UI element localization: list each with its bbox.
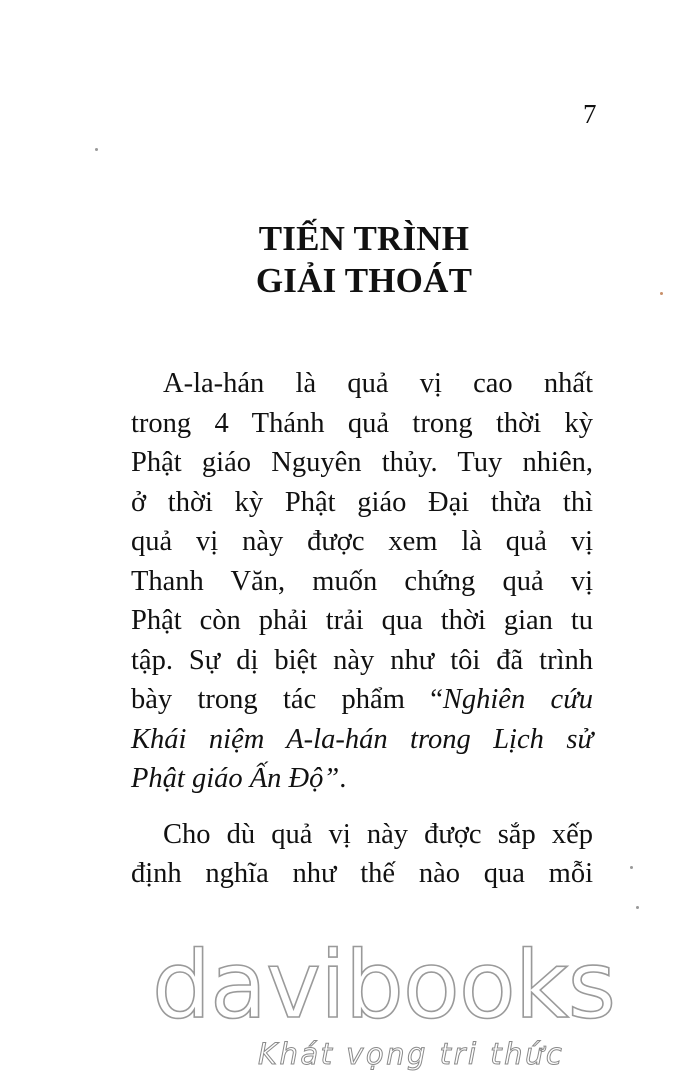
text-line: quả vị này được xem là quả vị bbox=[131, 526, 593, 557]
text-line: định nghĩa như thế nào qua mỗi bbox=[131, 858, 593, 889]
text-line: A-la-hán là quả vị cao nhất bbox=[163, 368, 593, 399]
watermark-brand: davibooks bbox=[152, 931, 616, 1039]
text-line: Thanh Văn, muốn chứng quả vị bbox=[131, 565, 593, 597]
scan-speck bbox=[630, 866, 633, 869]
text-line bbox=[131, 720, 593, 760]
paragraph-2 bbox=[131, 815, 593, 894]
text-line bbox=[131, 680, 593, 720]
book-title-fragment: Phật giáo Ấn Độ” bbox=[131, 763, 340, 794]
text-line: Cho dù quả vị này được sắp xếp bbox=[163, 818, 593, 850]
scan-speck bbox=[636, 906, 639, 909]
book-title-fragment: Nghiên cứu bbox=[442, 684, 593, 715]
text-line: Phật còn phải trải qua thời gian tu bbox=[131, 605, 593, 636]
text-line: trong 4 Thánh quả trong thời kỳ bbox=[131, 407, 593, 439]
watermark-slogan: Khát vọng tri thức bbox=[258, 1037, 565, 1071]
book-title-fragment: Khái niệm A-la-hán trong Lịch sử bbox=[131, 723, 593, 755]
text-line bbox=[131, 759, 593, 799]
scan-speck bbox=[660, 292, 663, 295]
text-line: ở thời kỳ Phật giáo Đại thừa thì bbox=[131, 486, 593, 518]
paragraph-1 bbox=[131, 364, 593, 799]
chapter-title bbox=[0, 218, 700, 302]
chapter-title-line-2: GIẢI THOÁT bbox=[255, 261, 473, 300]
scan-speck bbox=[95, 148, 98, 151]
chapter-title-line-1: TIẾN TRÌNH bbox=[258, 219, 470, 258]
page-number: 7 bbox=[583, 99, 597, 129]
text-line: Phật giáo Nguyên thủy. Tuy nhiên, bbox=[131, 447, 593, 478]
body-text bbox=[131, 364, 593, 894]
text-line: tập. Sự dị biệt này như tôi đã trình bbox=[131, 644, 593, 676]
text-fragment: . bbox=[339, 763, 347, 794]
text-fragment: bày trong tác phẩm “ bbox=[131, 684, 443, 715]
